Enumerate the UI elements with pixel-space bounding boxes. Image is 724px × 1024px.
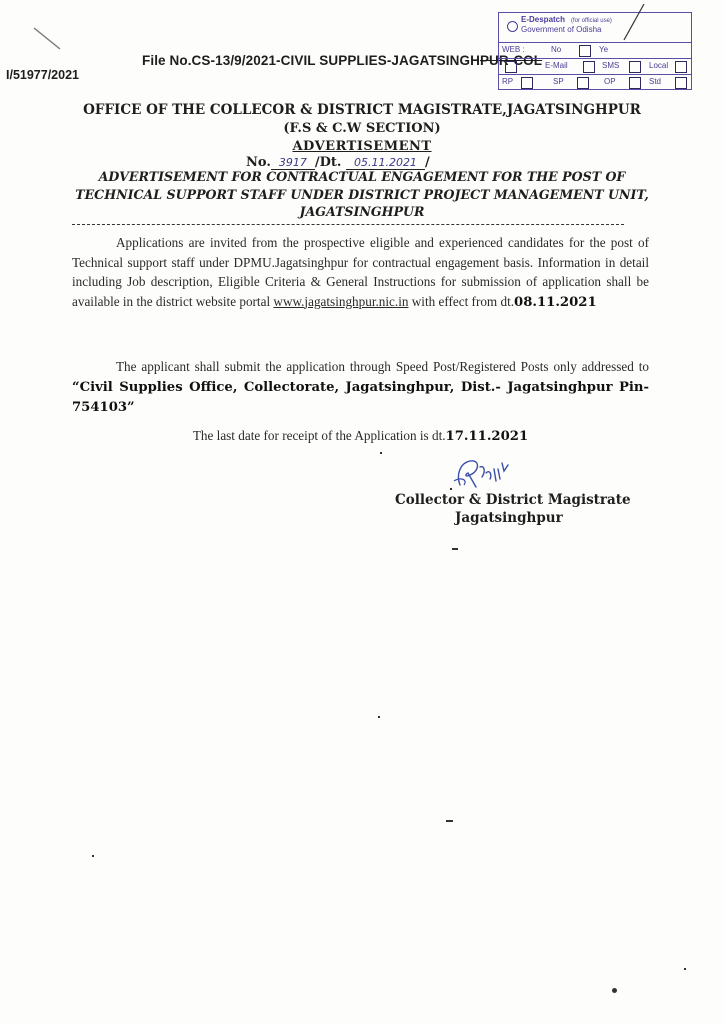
stamp-note: (for official use) bbox=[571, 18, 612, 24]
stamp-subtitle: Government of Odisha bbox=[521, 25, 602, 34]
scan-speck bbox=[380, 452, 382, 454]
stamp-title: E-Despatch (for official use) bbox=[521, 15, 612, 24]
stamp-emblem-icon bbox=[507, 21, 518, 32]
p2-text: The applicant shall submit the application through Speed Post/Registered Posts only addressed to bbox=[116, 359, 649, 374]
scan-speck bbox=[378, 716, 380, 718]
file-number-text: File No.CS-13/9/2021-CIVIL SUPPLIES-JAGATSINGH bbox=[142, 53, 480, 68]
ref-no-value: 3917 bbox=[271, 156, 315, 170]
corner-mark bbox=[30, 25, 66, 55]
p3-date: 17.11.2021 bbox=[445, 429, 529, 444]
divider bbox=[72, 224, 624, 225]
stamp-cell: Ye bbox=[599, 45, 609, 54]
stamp-checkbox bbox=[629, 61, 641, 73]
office-heading: OFFICE OF THE COLLECOR & DISTRICT MAGISTRATE,JAGATSINGHPUR bbox=[83, 102, 641, 118]
stamp-checkbox bbox=[629, 77, 641, 89]
paragraph-last-date bbox=[72, 428, 649, 444]
section-heading: (F.S & C.W SECTION) bbox=[283, 121, 441, 136]
ref-date-label: /Dt. bbox=[314, 155, 342, 170]
scan-speck bbox=[452, 548, 458, 550]
scan-speck bbox=[92, 855, 94, 857]
advertisement-heading: ADVERTISEMENT bbox=[292, 139, 432, 154]
stamp-cell: E-Mail bbox=[545, 61, 568, 70]
stamp-cell: SP bbox=[553, 77, 564, 86]
stamp-row bbox=[499, 42, 691, 59]
p3-text: The last date for receipt of the Application is dt. bbox=[192, 428, 446, 443]
stamp-row bbox=[499, 58, 691, 75]
website-link[interactable]: www.jagatsinghpur.nic.in bbox=[273, 293, 409, 309]
stamp-checkbox bbox=[675, 61, 687, 73]
ref-date-value: 05.11.2021 bbox=[346, 156, 425, 170]
p1-text: Applications are invited from the prospective eligible and experienced candidates for the post of Technical support staff under DPMU.Jagatsinghpur for contractual engagement basis. Information in detail including Job description, Eligible Criteria & General Instructions for submission of application shall be available in the district website portal bbox=[72, 235, 649, 309]
signatory-district: Jagatsinghpur bbox=[455, 510, 563, 526]
ref-no-label: No. bbox=[246, 155, 271, 170]
paragraph-invitation bbox=[72, 233, 649, 312]
scan-speck bbox=[612, 988, 617, 993]
stamp-cell: SMS bbox=[602, 61, 620, 70]
file-number bbox=[142, 53, 542, 68]
p1-date: 08.11.2021 bbox=[514, 294, 597, 310]
stamp-checkbox bbox=[521, 77, 533, 89]
p2-address: “Civil Supplies Office, Collectorate, Jagatsinghpur, Dist.- Jagatsinghpur Pin- 754103” bbox=[72, 379, 649, 415]
stamp-cell: WEB : bbox=[502, 45, 525, 54]
advertisement-title: ADVERTISEMENT FOR CONTRACTUAL ENGAGEMENT FOR THE POST OF TECHNICAL SUPPORT STAFF UNDER DISTRICT PROJECT MANAGEMENT UNIT, JAGATSINGHPUR bbox=[75, 169, 649, 219]
stamp-cell: RP bbox=[502, 77, 514, 86]
stamp-cell: OP bbox=[604, 77, 616, 86]
scan-speck bbox=[684, 968, 686, 970]
diary-number: I/51977/2021 bbox=[6, 68, 79, 82]
stamp-cell: No bbox=[551, 45, 562, 54]
stamp-cell: Local bbox=[649, 61, 669, 70]
file-number-struck: PUR-COL bbox=[479, 53, 543, 68]
despatch-stamp bbox=[498, 12, 692, 90]
handwritten-signature bbox=[446, 455, 526, 495]
stamp-checkbox bbox=[583, 61, 595, 73]
stamp-row bbox=[499, 74, 691, 89]
scan-speck bbox=[450, 488, 452, 490]
stamp-checkbox bbox=[577, 77, 589, 89]
stamp-checkbox bbox=[675, 77, 687, 89]
stamp-checkbox bbox=[579, 45, 591, 57]
ref-end: / bbox=[424, 155, 430, 170]
signatory-designation: Collector & District Magistrate bbox=[395, 492, 631, 508]
stamp-cell: Std bbox=[649, 77, 662, 86]
p1-after: with effect from dt. bbox=[408, 293, 515, 309]
stamp-checkbox bbox=[505, 61, 517, 73]
scan-speck bbox=[446, 820, 453, 822]
stamp-pen-slash bbox=[610, 2, 650, 42]
paragraph-submission bbox=[72, 357, 649, 418]
